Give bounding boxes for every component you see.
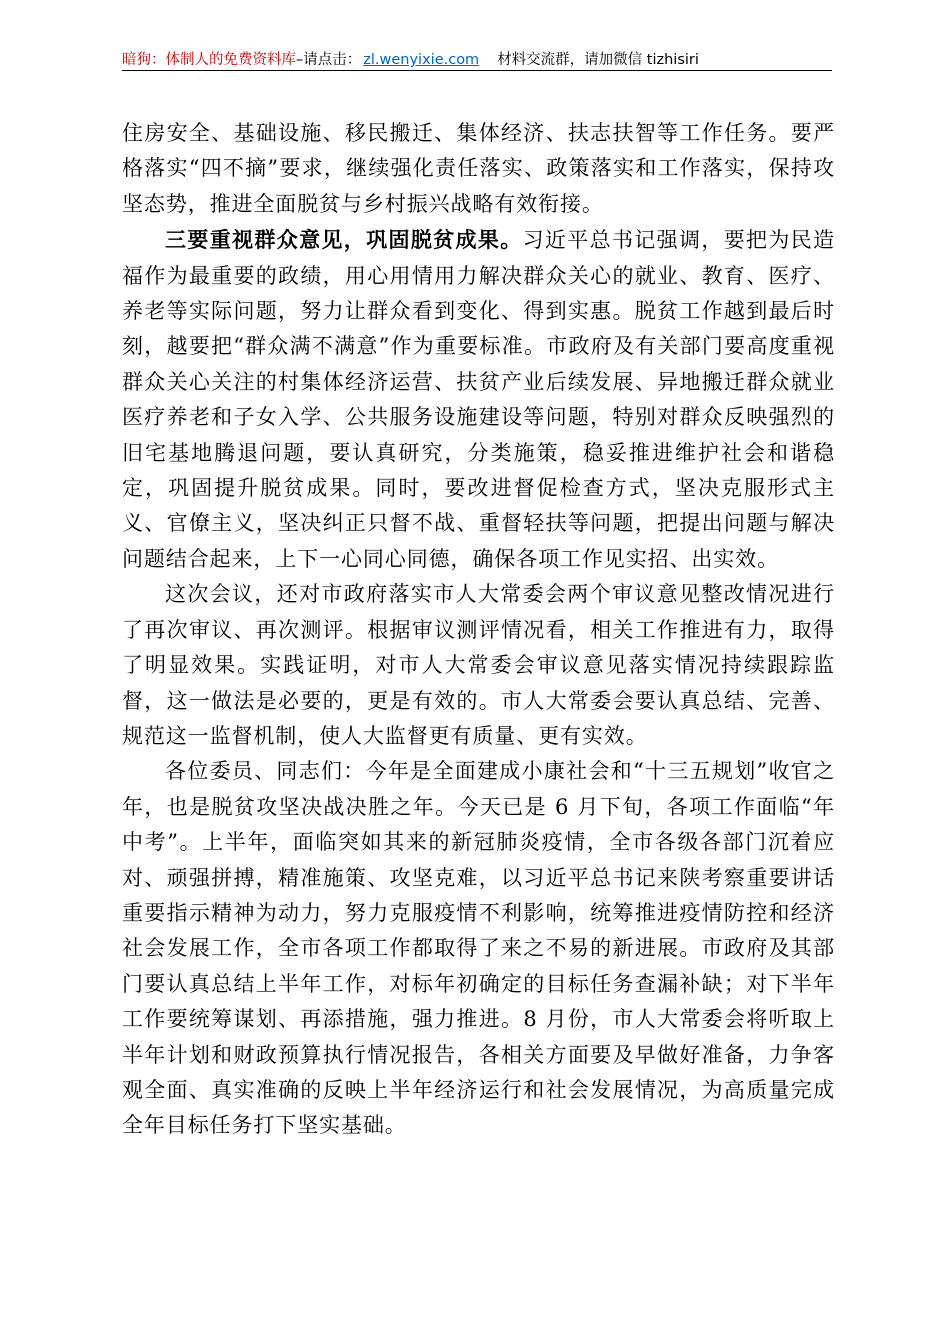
header-prompt: –请点击： (296, 52, 362, 68)
header-divider (122, 70, 832, 71)
paragraph-2-heading: 三要重视群众意见，巩固脱贫成果。 (165, 227, 523, 253)
header-link[interactable]: zl.wenyixie.com (363, 52, 480, 68)
paragraph-3: 这次会议，还对市政府落实市人大常委会两个审议意见整改情况进行了再次审议、再次测评。根据审议测评情况看，相关工作推进有力，取得了明显效果。实践证明，对市人大常委会审议意见落实情况持续跟踪监督，这一做法是必要的，更是有效的。市人大常委会要认真总结、完善、规范这一监督机制，使人大监督更有质量、更有实效。 (122, 582, 835, 748)
paragraph-2-text: 习近平总书记强调，要把为民造福作为最重要的政绩，用心用情用力解决群众关心的就业、教育、医疗、养老等实际问题，努力让群众看到变化、得到实惠。脱贫工作越到最后时刻，越要把“群众满不满意”作为重要标准。市政府及有关部门要高度重视群众关心关注的村集体经济运营、扶贫产业后续发展、异地搬迁群众就业医疗养老和子女入学、公共服务设施建设等问题，特别对群众反映强烈的旧宅基地腾退问题，要认真研究，分类施策，稳妥推进维护社会和谐稳定，巩固提升脱贫成果。同时，要改进督促检查方式，坚决克服形式主义、官僚主义，坚决纠正只督不战、重督轻扶等问题，把提出问题与解决问题结合起来，上下一心同心同德，确保各项工作见实招、出实效。 (122, 228, 835, 571)
paragraph-1: 住房安全、基础设施、移民搬迁、集体经济、扶志扶智等工作任务。要严格落实“四不摘”要求，继续强化责任落实、政策落实和工作落实，保持攻坚态势，推进全面脱贫与乡村振兴战略有效衔接。 (122, 121, 835, 216)
paragraph-2 (122, 222, 835, 577)
paragraph-4: 各位委员、同志们：今年是全面建成小康社会和“十三五规划”收官之年，也是脱贫攻坚决战决胜之年。今天已是 6 月下旬，各项工作面临“年中考”。上半年，面临突如其来的新冠肺炎疫情，全市各级各部门沉着应对、顽强拼搏，精准施策、攻坚克难，以习近平总书记来陕考察重要讲话重要指示精神为动力，努力克服疫情不利影响，统筹推进疫情防控和经济社会发展工作，全市各项工作都取得了来之不易的新进展。市政府及其部门要认真总结上半年工作，对标年初确定的目标任务查漏补缺；对下半年工作要统筹谋划、再添措施，强力推进。8 月份，市人大常委会将听取上半年计划和财政预算执行情况报告，各相关方面要及早做好准备，力争客观全面、真实准确的反映上半年经济运行和社会发展情况，为高质量完成全年目标任务打下坚实基础。 (122, 759, 835, 1138)
page-header (122, 49, 832, 71)
header-contact: 材料交流群，请加微信 tizhisiri (497, 52, 699, 68)
header-brand: 暗狗：体制人的免费资料库 (122, 52, 296, 68)
document-body (122, 116, 835, 1144)
